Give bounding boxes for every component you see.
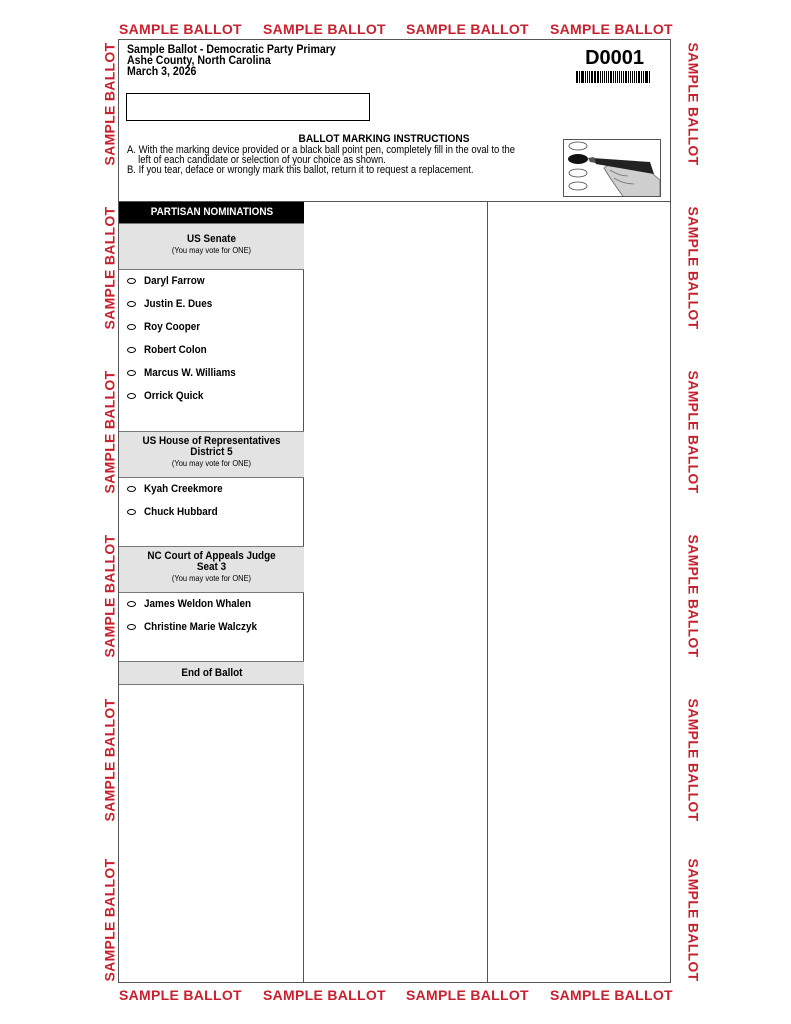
watermark-left-5: SAMPLE BALLOT [101, 698, 118, 822]
candidate-option[interactable] [119, 385, 304, 408]
watermark-right-2: SAMPLE BALLOT [685, 206, 702, 330]
watermark-right-4: SAMPLE BALLOT [685, 534, 702, 658]
candidate-list-us-senate [119, 270, 304, 431]
barcode-bar [606, 71, 608, 83]
ballot-page [118, 39, 671, 983]
vote-oval[interactable] [127, 624, 136, 630]
barcode [576, 71, 650, 83]
vote-oval[interactable] [127, 278, 136, 284]
barcode-bar [625, 71, 627, 83]
barcode-bar [579, 71, 580, 83]
barcode-bar [585, 71, 586, 83]
watermark-left-3: SAMPLE BALLOT [101, 370, 118, 494]
vote-oval[interactable] [127, 347, 136, 353]
barcode-bar [613, 71, 614, 83]
vote-oval[interactable] [127, 324, 136, 330]
watermark-top-4: SAMPLE BALLOT [550, 21, 673, 37]
vote-oval[interactable] [127, 393, 136, 399]
barcode-bar [636, 71, 637, 83]
watermark-left-4: SAMPLE BALLOT [101, 534, 118, 658]
contest-district: District 5 [190, 446, 233, 458]
candidate-option[interactable] [119, 362, 304, 385]
watermark-right-3: SAMPLE BALLOT [685, 370, 702, 494]
candidate-name: Marcus W. Williams [144, 367, 236, 379]
barcode-bar [619, 71, 621, 83]
barcode-bar [632, 71, 633, 83]
vote-for-text: (You may vote for ONE) [171, 245, 252, 255]
candidate-option[interactable] [119, 616, 304, 639]
vote-oval[interactable] [127, 509, 136, 515]
section-header [119, 202, 304, 223]
candidate-name: Daryl Farrow [144, 275, 205, 287]
barcode-bar [630, 71, 631, 83]
contest-name: NC Court of Appeals Judge [147, 550, 276, 562]
candidate-name: Robert Colon [144, 344, 207, 356]
barcode-bar [617, 71, 618, 83]
watermark-right-6: SAMPLE BALLOT [685, 858, 702, 982]
watermark-top-3: SAMPLE BALLOT [406, 21, 529, 37]
instructions-text [127, 145, 515, 175]
barcode-bar [595, 71, 596, 83]
barcode-bar [641, 71, 642, 83]
watermark-top-2: SAMPLE BALLOT [263, 21, 386, 37]
candidate-option[interactable] [119, 501, 304, 524]
vote-oval[interactable] [127, 301, 136, 307]
section-title: PARTISAN NOMINATIONS [150, 206, 273, 218]
candidate-name: Justin E. Dues [144, 298, 213, 310]
barcode-bar [597, 71, 599, 83]
watermark-left-6: SAMPLE BALLOT [101, 858, 118, 982]
barcode-bar [576, 71, 578, 83]
candidate-list-court-of-appeals [119, 593, 304, 661]
candidate-option[interactable] [119, 293, 304, 316]
pen-marking-icon [564, 140, 661, 197]
instructions-title: BALLOT MARKING INSTRUCTIONS [298, 133, 470, 145]
ballot-title: Sample Ballot - Democratic Party Primary [127, 44, 336, 56]
watermark-left-1: SAMPLE BALLOT [101, 42, 118, 166]
vote-oval[interactable] [127, 601, 136, 607]
column-divider-2 [487, 201, 488, 983]
vote-oval[interactable] [127, 370, 136, 376]
candidate-option[interactable] [119, 270, 304, 293]
barcode-bar [594, 71, 595, 83]
watermark-bottom-1: SAMPLE BALLOT [119, 987, 242, 1003]
vote-for-text: (You may vote for ONE) [171, 458, 252, 468]
contest-header-us-house [119, 431, 304, 478]
election-date: March 3, 2026 [127, 66, 197, 78]
candidate-name: Chuck Hubbard [144, 506, 218, 518]
vote-for-text: (You may vote for ONE) [171, 573, 252, 583]
candidate-list-us-house [119, 478, 304, 546]
barcode-bar [649, 71, 650, 83]
barcode-bar [600, 71, 601, 83]
candidate-name: Orrick Quick [144, 390, 204, 402]
watermark-bottom-2: SAMPLE BALLOT [263, 987, 386, 1003]
instruction-b: B. If you tear, deface or wrongly mark this ballot, return it to request a replacement. [127, 164, 474, 176]
voter-id-box [126, 93, 370, 121]
contest-header-us-senate [119, 223, 304, 270]
barcode-bar [615, 71, 616, 83]
barcode-bar [645, 71, 646, 83]
barcode-bar [643, 71, 644, 83]
barcode-bar [610, 71, 612, 83]
candidate-name: Christine Marie Walczyk [144, 621, 257, 633]
instruction-a-line1: A. With the marking device provided or a black ball point pen, completely fill in the oval to the [127, 144, 516, 156]
ballot-style-code: D0001 [585, 47, 644, 69]
watermark-bottom-4: SAMPLE BALLOT [550, 987, 673, 1003]
barcode-bar [628, 71, 629, 83]
county-name: Ashe County, North Carolina [127, 55, 271, 67]
candidate-option[interactable] [119, 593, 304, 616]
barcode-bar [589, 71, 590, 83]
instruction-a-line2: left of each candidate or selection of your choice as shown. [138, 154, 386, 166]
end-of-ballot [119, 661, 304, 685]
barcode-bar [591, 71, 593, 83]
end-of-ballot-label: End of Ballot [180, 667, 243, 679]
watermark-right-5: SAMPLE BALLOT [685, 698, 702, 822]
contest-name: US House of Representatives [142, 435, 281, 447]
candidate-option[interactable] [119, 339, 304, 362]
candidate-name: Kyah Creekmore [144, 483, 223, 495]
contest-header-court-of-appeals [119, 546, 304, 593]
barcode-bar [623, 71, 624, 83]
watermark-top-1: SAMPLE BALLOT [119, 21, 242, 37]
vote-oval[interactable] [127, 486, 136, 492]
candidate-name: James Weldon Whalen [144, 598, 252, 610]
contest-name: US Senate [187, 233, 236, 245]
ballot-column-1 [119, 202, 304, 685]
barcode-bar [646, 71, 648, 83]
barcode-bar [604, 71, 605, 83]
watermark-bottom-3: SAMPLE BALLOT [406, 987, 529, 1003]
barcode-bar [608, 71, 609, 83]
barcode-bar [621, 71, 622, 83]
barcode-bar [638, 71, 640, 83]
barcode-bar [587, 71, 588, 83]
candidate-name: Roy Cooper [144, 321, 201, 333]
barcode-bar [581, 71, 582, 83]
watermark-left-2: SAMPLE BALLOT [101, 206, 118, 330]
watermark-right-1: SAMPLE BALLOT [685, 42, 702, 166]
barcode-bar [602, 71, 603, 83]
barcode-bar [582, 71, 584, 83]
barcode-bar [634, 71, 636, 83]
candidate-option[interactable] [119, 316, 304, 339]
contest-seat: Seat 3 [196, 561, 227, 573]
ballot-header [127, 45, 336, 78]
candidate-option[interactable] [119, 478, 304, 501]
marking-example-image [563, 139, 661, 197]
